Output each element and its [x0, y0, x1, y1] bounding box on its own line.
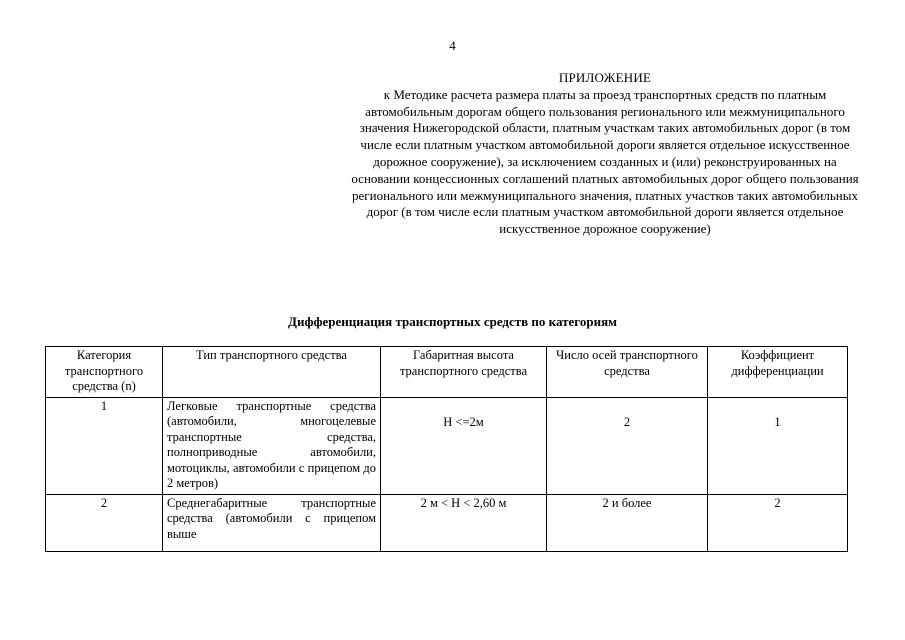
category-cell: 2: [46, 494, 163, 551]
table-row: [46, 397, 848, 494]
table-heading: Дифференциация транспортных средств по категориям: [288, 314, 617, 329]
table-row: [46, 494, 848, 551]
category-cell: 1: [46, 397, 163, 494]
coefficient-cell: 1: [708, 397, 848, 494]
type-cell: Среднегабаритные транспортные средства (автомобили с прицепом выше: [163, 494, 381, 551]
category-table: [45, 346, 848, 552]
column-header-category: Категория транспортного средства (n): [46, 347, 163, 398]
page-number: 4: [449, 38, 456, 53]
type-cell: Легковые транспортные средства (автомобили, многоцелевые транспортные средства, полноприводные автомобили, мотоциклы, автомобили с прицепом до 2 метров): [163, 397, 381, 494]
appendix-body: к Методике расчета размера платы за проезд транспортных средств по платным автомобильным дорогам общего пользования регионального или межмуниципального значения Нижегородской области, платным участкам таких автомобильных дорог (в том числе если платным участком автомобильной дороги является отдельное искусственное дорожное сооружение), за исключением созданных и (или) реконструированных на основании концессионных соглашений платных автомобильных дорог общего пользования регионального или межмуниципального значения, платных участков таких автомобильных дорог (в том числе если платным участком автомобильной дороги является отдельное искусственное дорожное сооружение): [351, 86, 859, 237]
column-header-axles: Число осей транспортного средства: [547, 347, 708, 398]
column-header-coefficient: Коэффициент дифференциации: [708, 347, 848, 398]
axles-cell: 2 и более: [547, 494, 708, 551]
height-cell: H <=2м: [381, 397, 547, 494]
appendix-title: ПРИЛОЖЕНИЕ: [558, 70, 652, 85]
appendix-block: [350, 70, 860, 238]
column-header-type: Тип транспортного средства: [163, 347, 381, 398]
height-cell: 2 м < H < 2,60 м: [381, 494, 547, 551]
column-header-height: Габаритная высота транспортного средства: [381, 347, 547, 398]
table-header-row: [46, 347, 848, 398]
coefficient-cell: 2: [708, 494, 848, 551]
page-bottom-mask: [0, 574, 905, 640]
axles-cell: 2: [547, 397, 708, 494]
